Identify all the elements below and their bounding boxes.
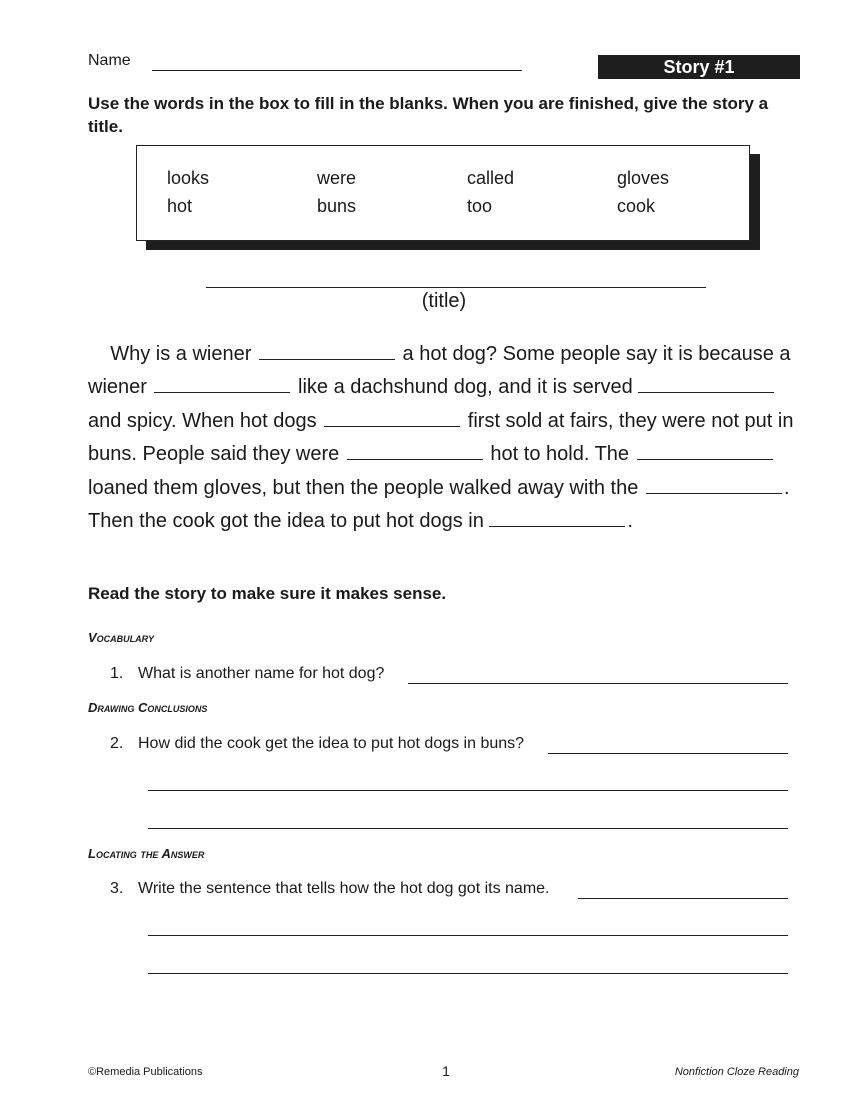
section-heading-locating-the-answer: Locating the Answer xyxy=(88,846,205,861)
question-number: 3. xyxy=(110,880,124,897)
name-field[interactable] xyxy=(152,70,522,71)
blank-6[interactable] xyxy=(637,441,773,460)
blank-1[interactable] xyxy=(259,341,395,360)
word-called: called xyxy=(467,168,515,188)
footer-series: Nonfiction Cloze Reading xyxy=(674,1066,799,1078)
word-gloves: gloves xyxy=(617,168,670,188)
blank-5[interactable] xyxy=(347,441,483,460)
question-3 xyxy=(110,880,550,898)
story-text xyxy=(88,338,803,538)
question-text: What is another name for hot dog? xyxy=(138,665,385,682)
blank-3[interactable] xyxy=(638,374,774,393)
word-too: too xyxy=(467,196,493,216)
story-segment: hot to hold. The xyxy=(490,443,630,466)
question-number: 2. xyxy=(110,735,124,752)
footer-publisher: ©Remedia Publications xyxy=(88,1066,203,1078)
story-badge: Story #1 xyxy=(598,55,800,79)
name-label: Name xyxy=(88,52,131,69)
answer-line-2a[interactable] xyxy=(548,753,788,754)
blank-7[interactable] xyxy=(646,475,782,494)
answer-line-2c[interactable] xyxy=(148,828,788,829)
story-segment: loaned them gloves, but then the people walked away with the xyxy=(88,476,639,499)
question-2 xyxy=(110,735,524,753)
story-segment: Why is a wiener xyxy=(110,343,252,365)
answer-line-3c[interactable] xyxy=(148,973,788,974)
title-caption: (title) xyxy=(421,290,467,312)
story-segment: . Then the cook got the idea to put hot dogs in xyxy=(88,476,790,533)
word-hot: hot xyxy=(167,196,193,216)
blank-4[interactable] xyxy=(324,408,460,427)
story-segment: . xyxy=(627,510,633,533)
answer-line-1[interactable] xyxy=(408,683,788,684)
section-heading-vocabulary: Vocabulary xyxy=(88,630,155,645)
story-segment: a hot dog? Some people say it is because a wiener xyxy=(88,343,791,399)
answer-line-2b[interactable] xyxy=(148,790,788,791)
story-segment: and spicy. When hot dogs xyxy=(88,409,317,432)
question-number: 1. xyxy=(110,665,124,682)
read-note: Read the story to make sure it makes sense. xyxy=(88,584,447,603)
instructions: Use the words in the box to fill in the blanks. When you are finished, give the story a title. xyxy=(88,94,769,136)
word-were: were xyxy=(317,168,357,188)
blank-8[interactable] xyxy=(489,508,625,527)
question-text: Write the sentence that tells how the hot dog got its name. xyxy=(138,880,550,897)
question-text: How did the cook get the idea to put hot dogs in buns? xyxy=(138,735,525,752)
question-1 xyxy=(110,665,384,683)
word-looks: looks xyxy=(167,168,210,188)
word-box xyxy=(136,145,750,241)
section-heading-drawing-conclusions: Drawing Conclusions xyxy=(88,700,208,715)
word-buns: buns xyxy=(317,196,357,216)
answer-line-3a[interactable] xyxy=(578,898,788,899)
title-field[interactable] xyxy=(206,287,706,288)
blank-2[interactable] xyxy=(154,374,290,393)
answer-line-3b[interactable] xyxy=(148,935,788,936)
page-number: 1 xyxy=(442,1063,450,1079)
story-segment: first sold at fairs, they were not put in buns. People said they were xyxy=(88,409,794,466)
story-segment: like a dachshund dog, and it is served xyxy=(298,376,633,399)
word-cook: cook xyxy=(617,196,656,216)
